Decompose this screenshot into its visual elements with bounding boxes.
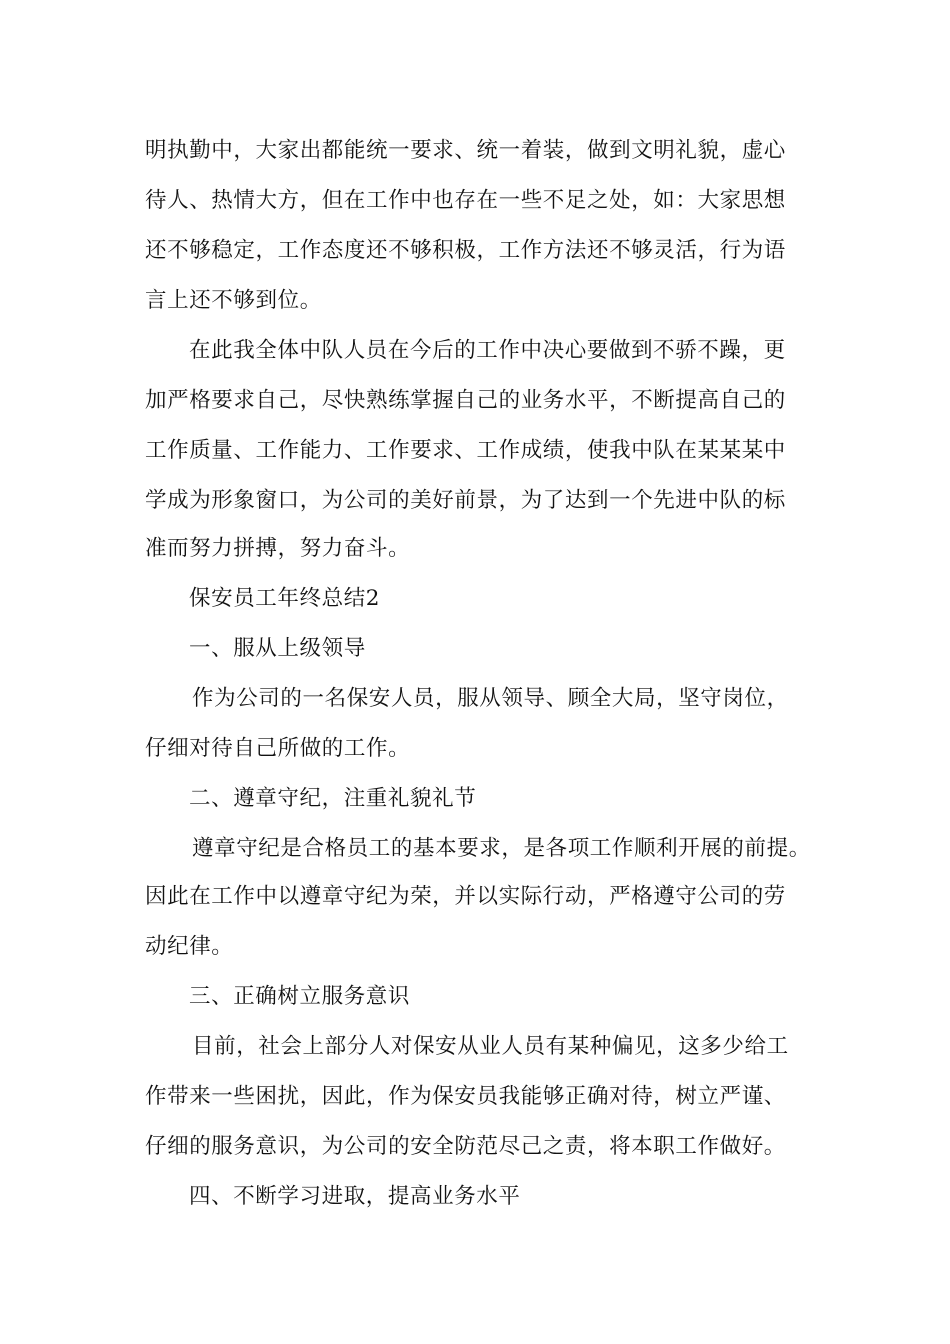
body-line: 因此在工作中以遵章守纪为荣，并以实际行动，严格遵守公司的劳 (145, 884, 786, 909)
paragraph-first-line: 目前，社会上部分人对保安从业人员有某种偏见，这多少给工 (192, 1034, 789, 1059)
section-title: 保安员工年终总结2 (189, 586, 381, 611)
body-line: 准而努力拼搏，努力奋斗。 (145, 536, 411, 561)
body-line: 仔细的服务意识，为公司的安全防范尽己之责，将本职工作做好。 (145, 1134, 786, 1159)
heading-3: 三、正确树立服务意识 (189, 984, 411, 1009)
paragraph-first-line: 遵章守纪是合格员工的基本要求，是各项工作顺利开展的前提。 (192, 836, 811, 861)
body-line: 加严格要求自己，尽快熟练掌握自己的业务水平，不断提高自己的 (145, 388, 786, 413)
heading-1: 一、服从上级领导 (189, 636, 366, 661)
body-line: 工作质量、工作能力、工作要求、工作成绩，使我中队在某某某中 (145, 438, 786, 463)
heading-2: 二、遵章守纪，注重礼貌礼节 (189, 786, 477, 811)
paragraph-first-line: 在此我全体中队人员在今后的工作中决心要做到不骄不躁，更 (189, 338, 786, 363)
body-line: 仔细对待自己所做的工作。 (145, 736, 411, 761)
body-line: 言上还不够到位。 (145, 288, 322, 313)
body-line: 还不够稳定，工作态度还不够积极，工作方法还不够灵活，行为语 (145, 238, 786, 263)
body-line: 待人、热情大方，但在工作中也存在一些不足之处，如：大家思想 (145, 188, 786, 213)
body-line: 作带来一些困扰，因此，作为保安员我能够正确对待，树立严谨、 (145, 1084, 786, 1109)
body-line: 明执勤中，大家出都能统一要求、统一着装，做到文明礼貌，虚心 (145, 138, 786, 163)
body-line: 学成为形象窗口，为公司的美好前景，为了达到一个先进中队的标 (145, 488, 786, 513)
paragraph-first-line: 作为公司的一名保安人员，服从领导、顾全大局，坚守岗位， (192, 686, 789, 711)
body-line: 动纪律。 (145, 934, 234, 959)
heading-4: 四、不断学习进取，提高业务水平 (189, 1184, 521, 1209)
